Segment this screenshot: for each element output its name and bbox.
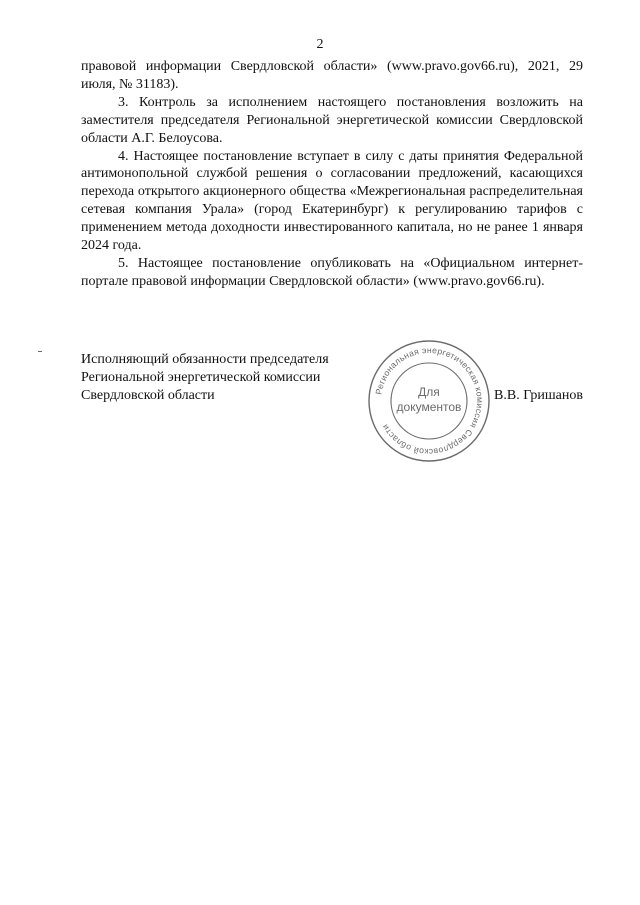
document-body <box>81 58 583 291</box>
margin-dash-mark <box>38 351 42 352</box>
paragraph-3: 3. Контроль за исполнением настоящего постановления возложить на заместителя председателя Региональной энергетической комиссии Свердловской области А.Г. Белоусова. <box>81 94 583 146</box>
paragraph-4: 4. Настоящее постановление вступает в силу с даты принятия Федеральной антимонопольной службой решения о согласовании предложений, касающихся перехода открытого акционерного общества «Межрегиональная распределительная сетевая компания Урала» (город Екатеринбург) к регулированию тарифов с применением метода доходности инвестированного капитала, но не ранее 1 января 2024 года. <box>81 148 583 254</box>
signatory-title-line: Исполняющий обязанности председателя <box>81 352 329 367</box>
paragraph-5: 5. Настоящее постановление опубликовать на «Официальном интернет-портале правовой информации Свердловской области» (www.pravo.gov66.ru). <box>81 255 583 289</box>
stamp-center-line1: Для <box>418 385 440 399</box>
stamp-center-line2: документов <box>396 400 462 414</box>
paragraph-continuation: правовой информации Свердловской области» (www.pravo.gov66.ru), 2021, 29 июля, № 31183). <box>81 59 583 92</box>
official-stamp <box>365 337 493 465</box>
signature-block <box>81 344 583 471</box>
stamp-ring-textpath: Региональная энергетическая комиссия Свердловской области <box>373 344 486 458</box>
signatory-title-line: Региональной энергетической комиссии <box>81 369 321 385</box>
signatory-name: В.В. Гришанов <box>494 388 583 403</box>
stamp-svg <box>365 337 493 465</box>
page-number: 2 <box>316 37 324 52</box>
signatory-title <box>81 351 361 405</box>
signatory-title-line: Свердловской области <box>81 387 215 403</box>
